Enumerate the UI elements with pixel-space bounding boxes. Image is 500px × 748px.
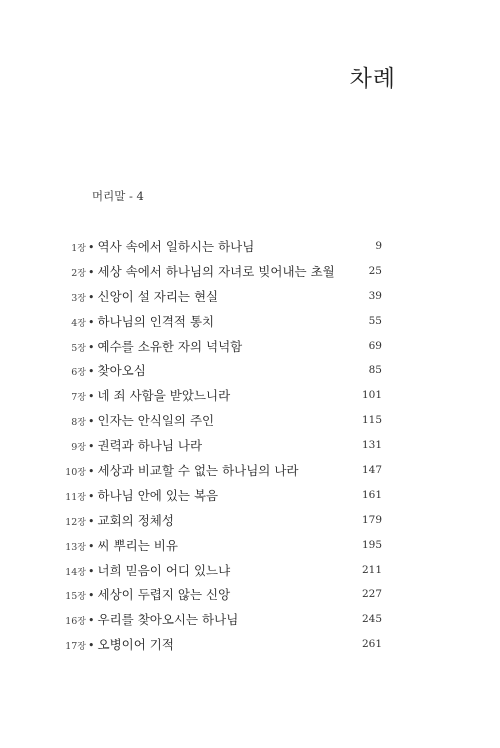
chapter-number: 13장	[65, 541, 86, 553]
chapter-number: 11장	[65, 491, 86, 503]
bullet-separator: •	[88, 340, 95, 354]
toc-entry	[64, 284, 382, 309]
chapter-title: 세상이 두렵지 않는 신앙	[97, 587, 231, 603]
chapter-number: 3장	[71, 292, 86, 304]
chapter-unit: 장	[77, 542, 86, 553]
chapter-unit: 장	[77, 393, 86, 404]
chapter-page-number: 161	[361, 488, 382, 501]
toc-entry	[64, 334, 382, 359]
chapter-page-number: 55	[368, 314, 382, 327]
chapter-number: 15장	[65, 591, 86, 603]
toc-entry	[64, 433, 382, 458]
chapter-number: 1장	[71, 243, 86, 254]
chapter-unit: 장	[77, 468, 86, 479]
chapter-unit: 장	[77, 268, 86, 279]
bullet-separator: •	[88, 440, 95, 454]
bullet-separator: •	[88, 514, 95, 528]
chapter-number: 2장	[71, 267, 86, 279]
page-title: 차례	[349, 66, 396, 92]
bullet-separator: •	[88, 589, 95, 603]
chapter-page-number: 39	[368, 289, 382, 302]
chapter-title: 너희 믿음이 어디 있느냐	[97, 562, 231, 578]
chapter-number: 16장	[65, 616, 86, 628]
chapter-title: 찾아오심	[97, 363, 146, 379]
toc-entry	[64, 259, 382, 284]
chapter-page-number: 147	[361, 464, 382, 477]
chapter-title: 교회의 정체성	[97, 512, 174, 528]
toc-entry	[64, 508, 382, 533]
chapter-page-number: 9	[375, 240, 382, 252]
chapter-number: 12장	[65, 516, 86, 528]
chapter-number: 5장	[71, 342, 86, 354]
bullet-separator: •	[88, 390, 95, 404]
chapter-unit: 장	[77, 443, 86, 454]
chapter-title: 세상과 비교할 수 없는 하나님의 나라	[97, 463, 299, 479]
chapter-title: 역사 속에서 일하시는 하나님	[97, 239, 255, 254]
toc-entry	[64, 483, 382, 508]
chapter-page-number: 101	[361, 389, 382, 402]
chapter-page-number: 85	[368, 364, 382, 377]
chapter-page-number: 179	[361, 513, 382, 526]
chapter-page-number: 25	[368, 264, 382, 277]
chapter-page-number: 195	[361, 538, 382, 551]
chapter-unit: 장	[77, 567, 86, 578]
bullet-separator: •	[88, 415, 95, 429]
chapter-number: 14장	[65, 566, 86, 578]
bullet-separator: •	[88, 489, 95, 503]
bullet-separator: •	[88, 614, 95, 628]
table-of-contents	[64, 234, 382, 657]
chapter-unit: 장	[77, 592, 86, 603]
chapter-page-number: 69	[368, 339, 382, 352]
chapter-number: 17장	[65, 641, 86, 653]
chapter-title: 씨 뿌리는 비유	[97, 537, 178, 553]
bullet-separator: •	[88, 265, 95, 279]
chapter-page-number: 131	[361, 439, 382, 452]
toc-entry	[64, 607, 382, 632]
chapter-unit: 장	[77, 517, 86, 528]
chapter-unit: 장	[77, 244, 86, 254]
chapter-unit: 장	[77, 343, 86, 354]
chapter-title: 하나님의 인격적 통치	[97, 313, 215, 329]
chapter-page-number: 245	[361, 613, 382, 626]
toc-entry	[64, 408, 382, 433]
chapter-number: 7장	[71, 392, 86, 404]
toc-entry	[64, 458, 382, 483]
chapter-unit: 장	[77, 642, 86, 653]
chapter-number: 9장	[71, 442, 86, 454]
toc-entry	[64, 533, 382, 558]
toc-entry	[64, 358, 382, 383]
chapter-number: 4장	[71, 317, 86, 329]
bullet-separator: •	[88, 365, 95, 379]
chapter-title: 세상 속에서 하나님의 자녀로 빚어내는 초월	[97, 263, 335, 279]
chapter-unit: 장	[77, 617, 86, 628]
bullet-separator: •	[88, 639, 95, 653]
toc-entry	[64, 309, 382, 334]
chapter-title: 우리를 찾아오시는 하나님	[97, 612, 239, 628]
bullet-separator: •	[88, 465, 95, 479]
chapter-unit: 장	[77, 318, 86, 329]
chapter-title: 신앙이 설 자리는 현실	[97, 288, 219, 304]
chapter-title: 인자는 안식일의 주인	[97, 413, 215, 429]
chapter-title: 하나님 안에 있는 복음	[97, 487, 219, 503]
bullet-separator: •	[88, 290, 95, 304]
bullet-separator: •	[88, 315, 95, 329]
preface-entry: 머리말 - 4	[92, 189, 144, 203]
chapter-unit: 장	[77, 492, 86, 503]
chapter-page-number: 227	[361, 588, 382, 601]
chapter-page-number: 115	[361, 414, 382, 427]
chapter-number: 10장	[65, 467, 86, 479]
chapter-number: 8장	[71, 417, 86, 429]
toc-entry	[64, 383, 382, 408]
bullet-separator: •	[88, 564, 95, 578]
chapter-title: 예수를 소유한 자의 넉넉함	[97, 338, 243, 354]
toc-entry	[64, 234, 382, 259]
bullet-separator: •	[88, 241, 95, 254]
chapter-number: 6장	[71, 367, 86, 379]
toc-entry	[64, 582, 382, 607]
toc-entry	[64, 632, 382, 657]
chapter-title: 권력과 하나님 나라	[97, 438, 203, 454]
chapter-unit: 장	[77, 368, 86, 379]
toc-entry	[64, 558, 382, 583]
chapter-title: 오병이어 기적	[97, 637, 174, 653]
chapter-unit: 장	[77, 418, 86, 429]
chapter-unit: 장	[77, 293, 86, 304]
bullet-separator: •	[88, 539, 95, 553]
chapter-title: 네 죄 사함을 받았느니라	[97, 388, 231, 404]
chapter-page-number: 261	[361, 638, 382, 651]
chapter-page-number: 211	[361, 563, 382, 576]
